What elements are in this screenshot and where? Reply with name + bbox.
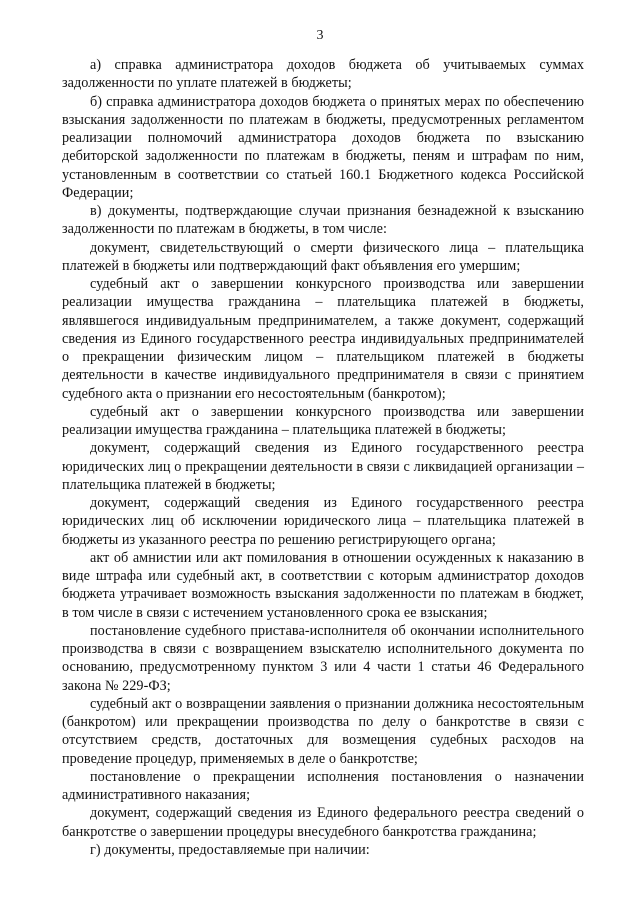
paragraph-c: в) документы, подтверждающие случаи признания безнадежной к взысканию задолженности по платежам в бюджеты, в том числе: xyxy=(62,203,584,238)
list-item: постановление судебного пристава-исполнителя об окончании исполнительного производства в связи с возвращением взыскателю исполнительного документа по основанию, предусмотренному пунктом 3 или 4 части 1 статьи 46 Федерального закона № 229-ФЗ; xyxy=(62,622,584,694)
document-body xyxy=(62,56,584,859)
page-number: 3 xyxy=(316,28,324,43)
list-item: судебный акт о завершении конкурсного производства или завершении реализации имущества гражданина – плательщика платежей в бюджеты; xyxy=(62,403,584,438)
list-item: документ, содержащий сведения из Единого государственного реестра юридических лиц об исключении юридического лица – плательщика платежей в бюджеты из указанного реестра по решению регистрирующего органа; xyxy=(62,495,584,548)
list-item: судебный акт о возвращении заявления о признании должника несостоятельным (банкротом) или прекращении производства по делу о банкротстве в связи с отсутствием средств, достаточных для возмещения судебных расходов на проведение процедур, применяемых в деле о банкротстве; xyxy=(62,695,584,767)
list-item: постановление о прекращении исполнения постановления о назначении административного наказания; xyxy=(62,768,584,803)
paragraph-a: а) справка администратора доходов бюджета об учитываемых суммах задолженности по уплате платежей в бюджеты; xyxy=(62,57,584,92)
list-item: документ, содержащий сведения из Единого федерального реестра сведений о банкротстве о завершении процедуры внесудебного банкротства гражданина; xyxy=(62,805,584,840)
list-item: документ, свидетельствующий о смерти физического лица – плательщика платежей в бюджеты или подтверждающий факт объявления его умершим; xyxy=(62,239,584,274)
list-item: документ, содержащий сведения из Единого государственного реестра юридических лиц о прекращении деятельности в связи с ликвидацией организации – плательщика платежей в бюджеты; xyxy=(62,440,584,493)
list-item: судебный акт о завершении конкурсного производства или завершении реализации имущества гражданина – плательщика платежей в бюджеты, являвшегося индивидуальным предпринимателем, а также документ, содержащий сведения из Единого государственного реестра индивидуальных предпринимателей о прекращении физическим лицом – плательщиком платежей в бюджеты деятельности в качестве индивидуального предпринимателя в связи с принятием судебного акта о признании его несостоятельным (банкротом); xyxy=(62,276,584,402)
list-item: акт об амнистии или акт помилования в отношении осужденных к наказанию в виде штрафа или судебный акт, в соответствии с которым администратор доходов бюджета утрачивает возможность взыскания задолженности по платежам в бюджет, в том числе в связи с истечением установленного срока ее взыскания; xyxy=(62,549,584,621)
paragraph-d: г) документы, предоставляемые при наличии: xyxy=(90,841,370,858)
paragraph-b: б) справка администратора доходов бюджета о принятых мерах по обеспечению взыскания задолженности по платежам в бюджеты, предусмотренных регламентом реализации полномочий администратора доходов бюджета по взысканию дебиторской задолженности по платежам в бюджеты, пеням и штрафам по ним, установленным в соответствии со статьей 160.1 Бюджетного кодекса Российской Федерации; xyxy=(62,93,584,201)
